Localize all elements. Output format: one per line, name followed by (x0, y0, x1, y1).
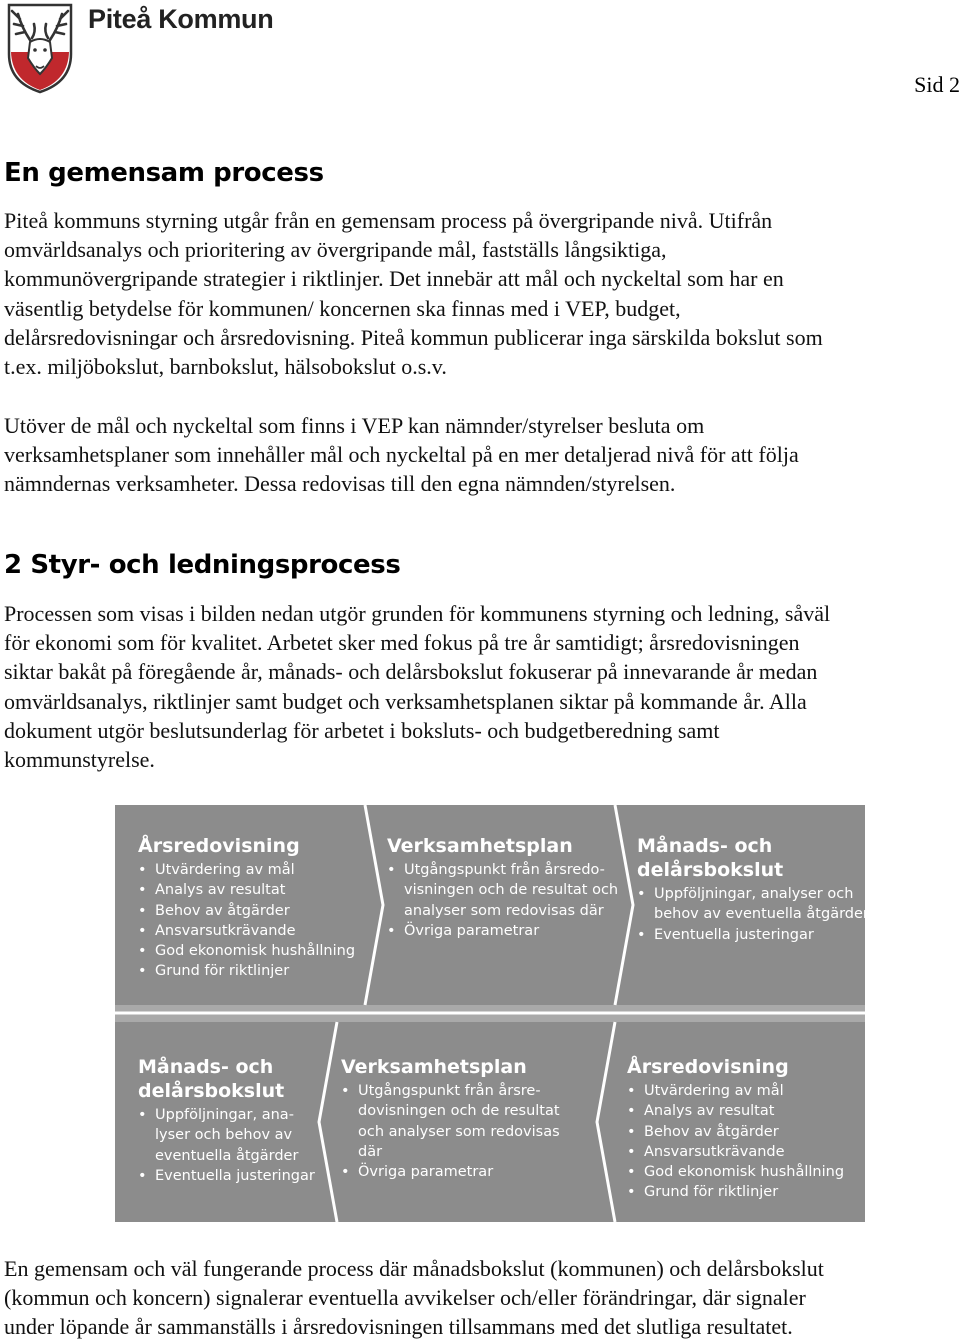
text-line: väsentlig betydelse för kommunen/ koncernen ska finnas med i VEP, budget, (4, 295, 681, 321)
text-line: för ekonomi som för kvalitet. Arbetet sker med fokus på tre år samtidigt; årsredovisningen (4, 630, 800, 656)
bullet-line: dovisningen och de resultat (358, 1103, 560, 1120)
bullet-line: • Uppföljningar, analyser och (654, 886, 854, 902)
diagram-box-verksamhetsplan (341, 1055, 560, 1182)
bullet-line: • Uppföljningar, ana- (155, 1107, 294, 1123)
section-title: En gemensam process (4, 158, 324, 188)
diagram-bullet-list (341, 1081, 560, 1182)
text-line: omvärldsanalys och prioritering av övergripande mål, fastställs långsiktiga, (4, 237, 667, 263)
diagram-box-title: Årsredovisning (627, 1056, 789, 1078)
diagram-bullet-list (637, 884, 869, 945)
text-line: verksamhetsplaner som innehåller mål och nyckeltal på en mer detaljerad nivå för att följa (4, 442, 799, 468)
diagram-bullet (341, 1081, 560, 1162)
text-line: nämndernas verksamheter. Dessa redovisas till den egna nämnden/styrelsen. (4, 471, 676, 497)
title-line: delårsbokslut (138, 1080, 285, 1102)
organization-name: Piteå Kommun (88, 4, 274, 34)
diagram-bullet: • Grund för riktlinjer (138, 961, 355, 981)
diagram-bullet: • Eventuella justeringar (138, 1166, 315, 1186)
diagram-bullet: • Behov av åtgärder (627, 1122, 844, 1142)
diagram-box-title (138, 1055, 315, 1103)
diagram-bullet: • Analys av resultat (627, 1101, 844, 1121)
text-line: (kommun och koncern) signalerar eventuella avvikelser och/eller förändringar, där signaler (4, 1285, 806, 1311)
text-line: kommunstyrelse. (4, 747, 155, 773)
diagram-bullet: • Ansvarsutkrävande (627, 1142, 844, 1162)
text-line: kommunövergripande strategier i riktlinjer. Det innebär att mål och nyckeltal som har en (4, 266, 784, 292)
paragraph (4, 1254, 960, 1342)
title-line: Månads- och (637, 835, 773, 857)
title-line: Månads- och (138, 1056, 274, 1078)
diagram-bullet: • Behov av åtgärder (138, 901, 355, 921)
diagram-bullet-list (387, 860, 618, 941)
diagram-bullet: • Analys av resultat (138, 880, 355, 900)
diagram-bullet: • Utvärdering av mål (138, 860, 355, 880)
diagram-box-title: Verksamhetsplan (387, 835, 573, 857)
section-title: 2 Styr- och ledningsprocess (4, 550, 401, 580)
bullet-line: där (358, 1143, 383, 1160)
bullet-line: och analyser som redovisas (358, 1123, 560, 1140)
text-line: t.ex. miljöbokslut, barnbokslut, hälsobokslut o.s.v. (4, 354, 447, 380)
reindeer-coat-of-arms-icon (6, 2, 74, 94)
diagram-bullet: • Utvärdering av mål (627, 1081, 844, 1101)
diagram-bullet: • Övriga parametrar (341, 1162, 560, 1182)
text-line: Processen som visas i bilden nedan utgör grunden för kommunens styrning och ledning, såväl (4, 601, 831, 626)
diagram-bullet-list (138, 1105, 315, 1186)
bullet-line: visningen och de resultat och (404, 882, 619, 899)
diagram-bullet (637, 884, 869, 925)
diagram-box-title (637, 834, 869, 882)
text-line: En gemensam och väl fungerande process där månadsbokslut (kommunen) och delårsbokslut (4, 1256, 824, 1281)
text-line: Utöver de mål och nyckeltal som finns i VEP kan nämnder/styrelser besluta om (4, 413, 705, 438)
bullet-line: lyser och behov av (155, 1127, 293, 1144)
diagram-box-title: Årsredovisning (138, 835, 300, 857)
bullet-line: • Utgångspunkt från årsre- (358, 1083, 541, 1099)
diagram-box-arsredovisning (627, 1055, 844, 1203)
diagram-box-title: Verksamhetsplan (341, 1056, 527, 1078)
bullet-line: analyser som redovisas där (404, 902, 604, 919)
diagram-bullet: • God ekonomisk hushållning (627, 1162, 844, 1182)
bullet-line: eventuella åtgärder (155, 1147, 299, 1164)
title-line: delårsbokslut (637, 859, 784, 881)
text-line: delårsredovisningar och årsredovisning. Piteå kommun publicerar inga särskilda bokslut som (4, 324, 823, 350)
diagram-bullet: • Övriga parametrar (387, 921, 618, 941)
diagram-bullet-list (627, 1081, 844, 1203)
paragraph (4, 206, 960, 381)
bullet-line: • Utgångspunkt från årsredo- (404, 862, 605, 878)
diagram-box-manads-och-delarsbokslut (138, 1055, 315, 1186)
paragraph (4, 599, 960, 774)
text-line: omvärldsanalys, riktlinjer samt budget och verksamhetsplanen siktar på kommande år. Alla (4, 688, 807, 714)
text-line: Piteå kommuns styrning utgår från en gemensam process på övergripande nivå. Utifrån (4, 208, 773, 233)
diagram-bullet: • Ansvarsutkrävande (138, 921, 355, 941)
paragraph (4, 411, 960, 499)
process-diagram (115, 805, 869, 1222)
diagram-bullet (387, 860, 618, 921)
diagram-box-manads-och-delarsbokslut (637, 834, 869, 945)
page-number: Sid 2 (914, 72, 960, 97)
diagram-bullet: • Eventuella justeringar (637, 925, 869, 945)
diagram-box-arsredovisning (138, 834, 355, 982)
text-line: under löpande år sammanställs i årsredovisningen tillsammans med det slutliga resultatet. (4, 1314, 793, 1340)
diagram-bullet-list (138, 860, 355, 982)
text-line: siktar bakåt på föregående år, månads- och delårsbokslut fokuserar på innevarande år medan (4, 659, 818, 685)
bullet-line: behov av eventuella åtgärder (654, 906, 869, 923)
diagram-bullet (138, 1105, 315, 1166)
diagram-box-verksamhetsplan (387, 834, 618, 941)
diagram-bullet: • Grund för riktlinjer (627, 1182, 844, 1202)
diagram-bullet: • God ekonomisk hushållning (138, 941, 355, 961)
text-line: dokument utgör beslutsunderlag för arbetet i boksluts- och budgetberedning samt (4, 717, 720, 743)
